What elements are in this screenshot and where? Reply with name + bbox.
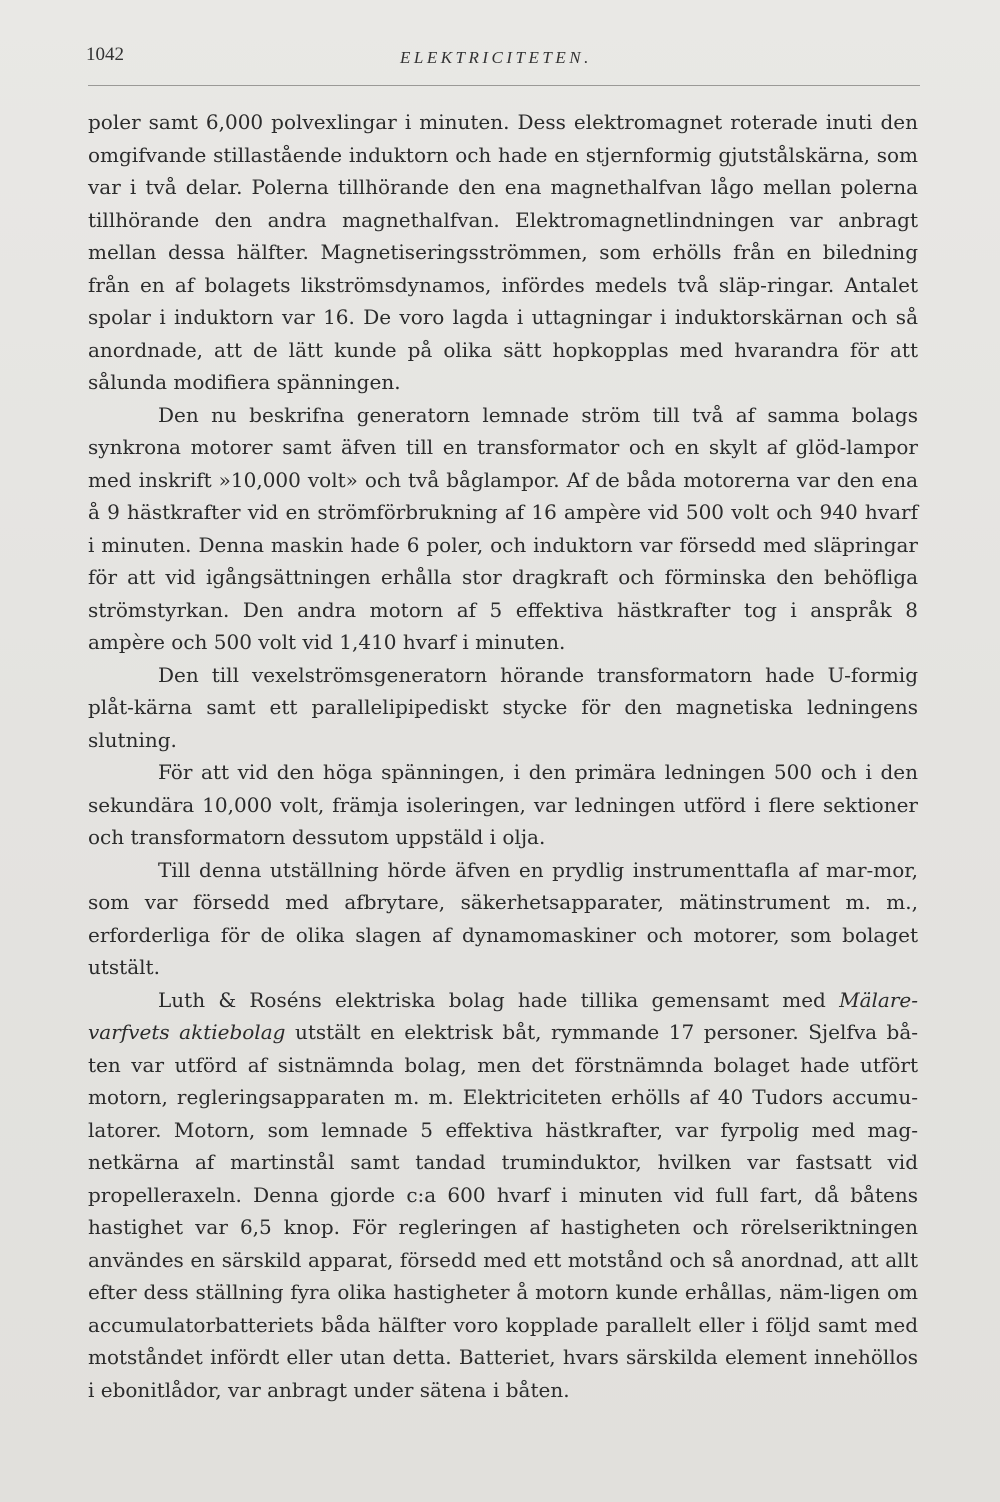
body-text — [88, 106, 918, 1406]
page-number: 1042 — [86, 44, 124, 65]
paragraph-6-start: Luth & Roséns elektriska bolag hade tillika gemensamt med — [158, 987, 840, 1012]
header-rule — [88, 85, 920, 86]
company-name-italic: Mälare-varfvets aktiebolag — [88, 987, 918, 1044]
paragraph-6 — [88, 984, 918, 1407]
paragraph-3: Den till vexelströmsgeneratorn hörande transformatorn hade U-formig plåt-kärna samt ett parallelipipediskt stycke för den magnetiska ledningens slutning. — [88, 662, 918, 752]
paragraph-6-rest: utstält en elektrisk båt, rymmande 17 personer. Sjelfva bå-ten var utförd af sistnämnda bolag, men det förstnämnda bolaget hade utfört motorn, regleringsapparaten m. m. Elektriciteten erhölls af 40 Tudors accumu-latorer. Motorn, som lemnade 5 effektiva hästkrafter, var fyrpolig med mag-netkärna af martinstål samt tandad truminduktor, hvilken var fastsatt vid propelleraxeln. Denna gjorde c:a 600 hvarf i minuten vid full fart, då båtens hastighet var 6,5 knop. För regleringen af hastigheten och rörelseriktningen användes en särskild apparat, försedd med ett motstånd och så anordnad, att allt efter dess ställning fyra olika hastigheter å motorn kunde erhållas, näm-ligen om accumulatorbatteriets båda hälfter voro kopplade parallelt eller i följd samt med motståndet infördt eller utan detta. Batteriet, hvars särskilda element innehöllos i ebonitlådor, var anbragt under sätena i båten. — [88, 1020, 919, 1402]
paragraph-5: Till denna utställning hörde äfven en prydlig instrumenttafla af mar-mor, som var försedd med afbrytare, säkerhetsapparater, mätinstrument m. m., erforderliga för de olika slagen af dynamomaskiner och motorer, som bolaget utstält. — [88, 857, 918, 979]
running-title: ELEKTRICITETEN. — [400, 48, 592, 67]
paragraph-4: För att vid den höga spänningen, i den primära ledningen 500 och i den sekundära 10,000 volt, främja isoleringen, var ledningen utförd i flere sektioner och transformatorn dessutom uppstäld i olja. — [88, 760, 918, 849]
paragraph-2: Den nu beskrifna generatorn lemnade ström till två af samma bolags synkrona motorer samt äfven till en transformator och en skylt af glöd-lampor med inskrift »10,000 volt» och två båglampor. Af de båda motorerna var den ena å 9 hästkrafter vid en strömförbrukning af 16 ampère vid 500 volt och 940 hvarf i minuten. Denna maskin hade 6 poler, och induktorn var försedd med släpringar för att vid igångsättningen erhålla stor dragkraft och förminska den behöfliga strömstyrkan. Den andra motorn af 5 effektiva hästkrafter tog i anspråk 8 ampère och 500 volt vid 1,410 hvarf i minuten. — [88, 402, 918, 654]
paragraph-1: poler samt 6,000 polvexlingar i minuten. Dess elektromagnet roterade inuti den omgifvande stillastående induktorn och hade en stjernformig gjutstålskärna, som var i två delar. Polerna tillhörande den ena magnethalfvan lågo mellan polerna tillhörande den andra magnethalfvan. Elektromagnetlindningen var anbragt mellan dessa hälfter. Magnetiseringsströmmen, som erhölls från en biledning från en af bolagets likströmsdynamos, infördes medels två släp-ringar. Antalet spolar i induktorn var 16. De voro lagda i uttagningar i induktorskärnan och så anordnade, att de lätt kunde på olika sätt hopkopplas med hvarandra för att sålunda modifiera spänningen. — [88, 110, 918, 394]
